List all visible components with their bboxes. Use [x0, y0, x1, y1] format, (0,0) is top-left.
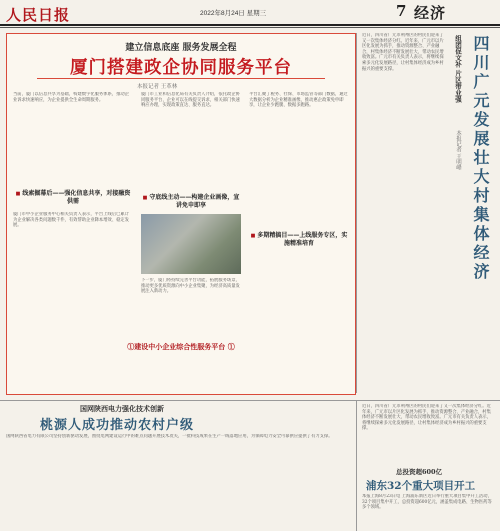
bottom-right-headline[interactable]: 浦东32个重大项目开工 [366, 480, 476, 492]
bottom-left-headline[interactable]: 桃源人成功推动农村户级 [40, 418, 195, 433]
subhead-2: ■ 守底线主动——构建企业画像，宣讲免申即享 [142, 194, 240, 209]
subhead-marker-icon: ■ [15, 191, 21, 197]
subhead-marker-icon: ■ [142, 195, 148, 201]
bottom-left-body: 国网陕西省电力有限公司坚持创新驱动发展，围绕电网建设运行中的难点问题开展技术攻关，一批科技成果在生产一线落地应用，为保障电力安全可靠供应提供了有力支撑。 [6, 434, 333, 439]
bottom-left-kicker: 国网陕西电力强化技术创新 [80, 404, 164, 413]
subhead-marker-icon: ■ [250, 233, 256, 239]
page-number: 7 [396, 2, 407, 20]
feature-headline[interactable]: 厦门搭建政企协同服务平台 [70, 58, 292, 78]
feature-lead: 当前，厦门以信息共享为基础，构建数字化服务体系，推动企业诉求快速响应，为企业提供全生命周期服务。 [13, 92, 130, 103]
right-column-body: 近日，四川省广元市利州区的村民们迎来了又一次集体经济分红。近年来，广元市以片区化发展为抓手，推动资源整合、产业融合，村集体经济不断发展壮大，带动农民增收致富。广元市有关负责人表示，将继续探索多元化发展路径，让村集体经济成为乡村振兴的重要支撑。 [362, 33, 444, 72]
feature-photo [141, 214, 241, 274]
column-divider [356, 33, 357, 393]
right-column-kicker: 组团促文补 片区带业强 [454, 35, 462, 103]
feature-kicker: 建立信息底座 服务发展全程 [125, 43, 237, 53]
right-column-byline: 本报记者 王明峰 [455, 130, 461, 171]
feature-body-c: 厦门市中小企业服务中心相关负责人表示，平台上线后已累计为企业解决各类问题数千件，有效帮助企业降本增效、稳定发展。 [13, 212, 130, 229]
masthead-rule-thin [0, 27, 500, 28]
issue-date: 2022年8月24日 星期三 [200, 10, 267, 17]
feature-body-a: 厦门市工业和信息化局有关负责人介绍，依托政企协同服务平台，企业可以在线提交诉求，相关部门快速响应办理，实现政策直达、服务直达。 [141, 92, 240, 109]
feature-body-b: 平台汇聚了税务、社保、市场监管等部门数据，通过大数据分析为企业精准画像，推动惠企政策免申即享，让企业少跑腿、数据多跑路。 [249, 92, 348, 109]
feature-article [6, 33, 356, 395]
section-divider [0, 400, 500, 401]
feature-body-d: 下一步，厦门将持续完善平台功能，拓展服务场景，推动更多优质资源向中小企业集聚，为经济高质量发展注入新动力。 [141, 278, 240, 295]
masthead-logo: 人民日报 [6, 6, 71, 24]
section-name: 经济 [414, 4, 447, 22]
bottom-right-top-body: 近日，四川省广元市利州区的村民们迎来了又一次集体经济分红。近年来，广元市以片区化发展为抓手，推动资源整合、产业融合，村集体经济不断发展壮大，带动农民增收致富。广元市有关负责人表示，将继续探索多元化发展路径，让村集体经济成为乡村振兴的重要支撑。 [362, 404, 491, 432]
bottom-right-body: 本报上海8月23日电 上海浦东新区近日举行重大项目集中开工活动，32个项目集中开工，总投资超600亿元，涵盖集成电路、生物医药等多个领域。 [362, 494, 492, 511]
headline-rule [37, 78, 325, 79]
subhead-1: ■ 线索掘幕后——强化信息共享，对接融资供需 [15, 190, 131, 205]
masthead-rule [0, 24, 500, 26]
bottom-right-kicker: 总投资超600亿 [396, 468, 443, 476]
right-column-headline[interactable]: 四川广元发展壮大村集体经济 [471, 35, 490, 282]
feature-banner: ①建设中小企业综合性服务平台 ① [127, 342, 235, 351]
bottom-column-divider [356, 400, 357, 531]
feature-byline: 本报记者 王革林 [137, 84, 178, 90]
subhead-3: ■ 多期精搞目——上线服务专区，实施精准培育 [250, 232, 348, 247]
